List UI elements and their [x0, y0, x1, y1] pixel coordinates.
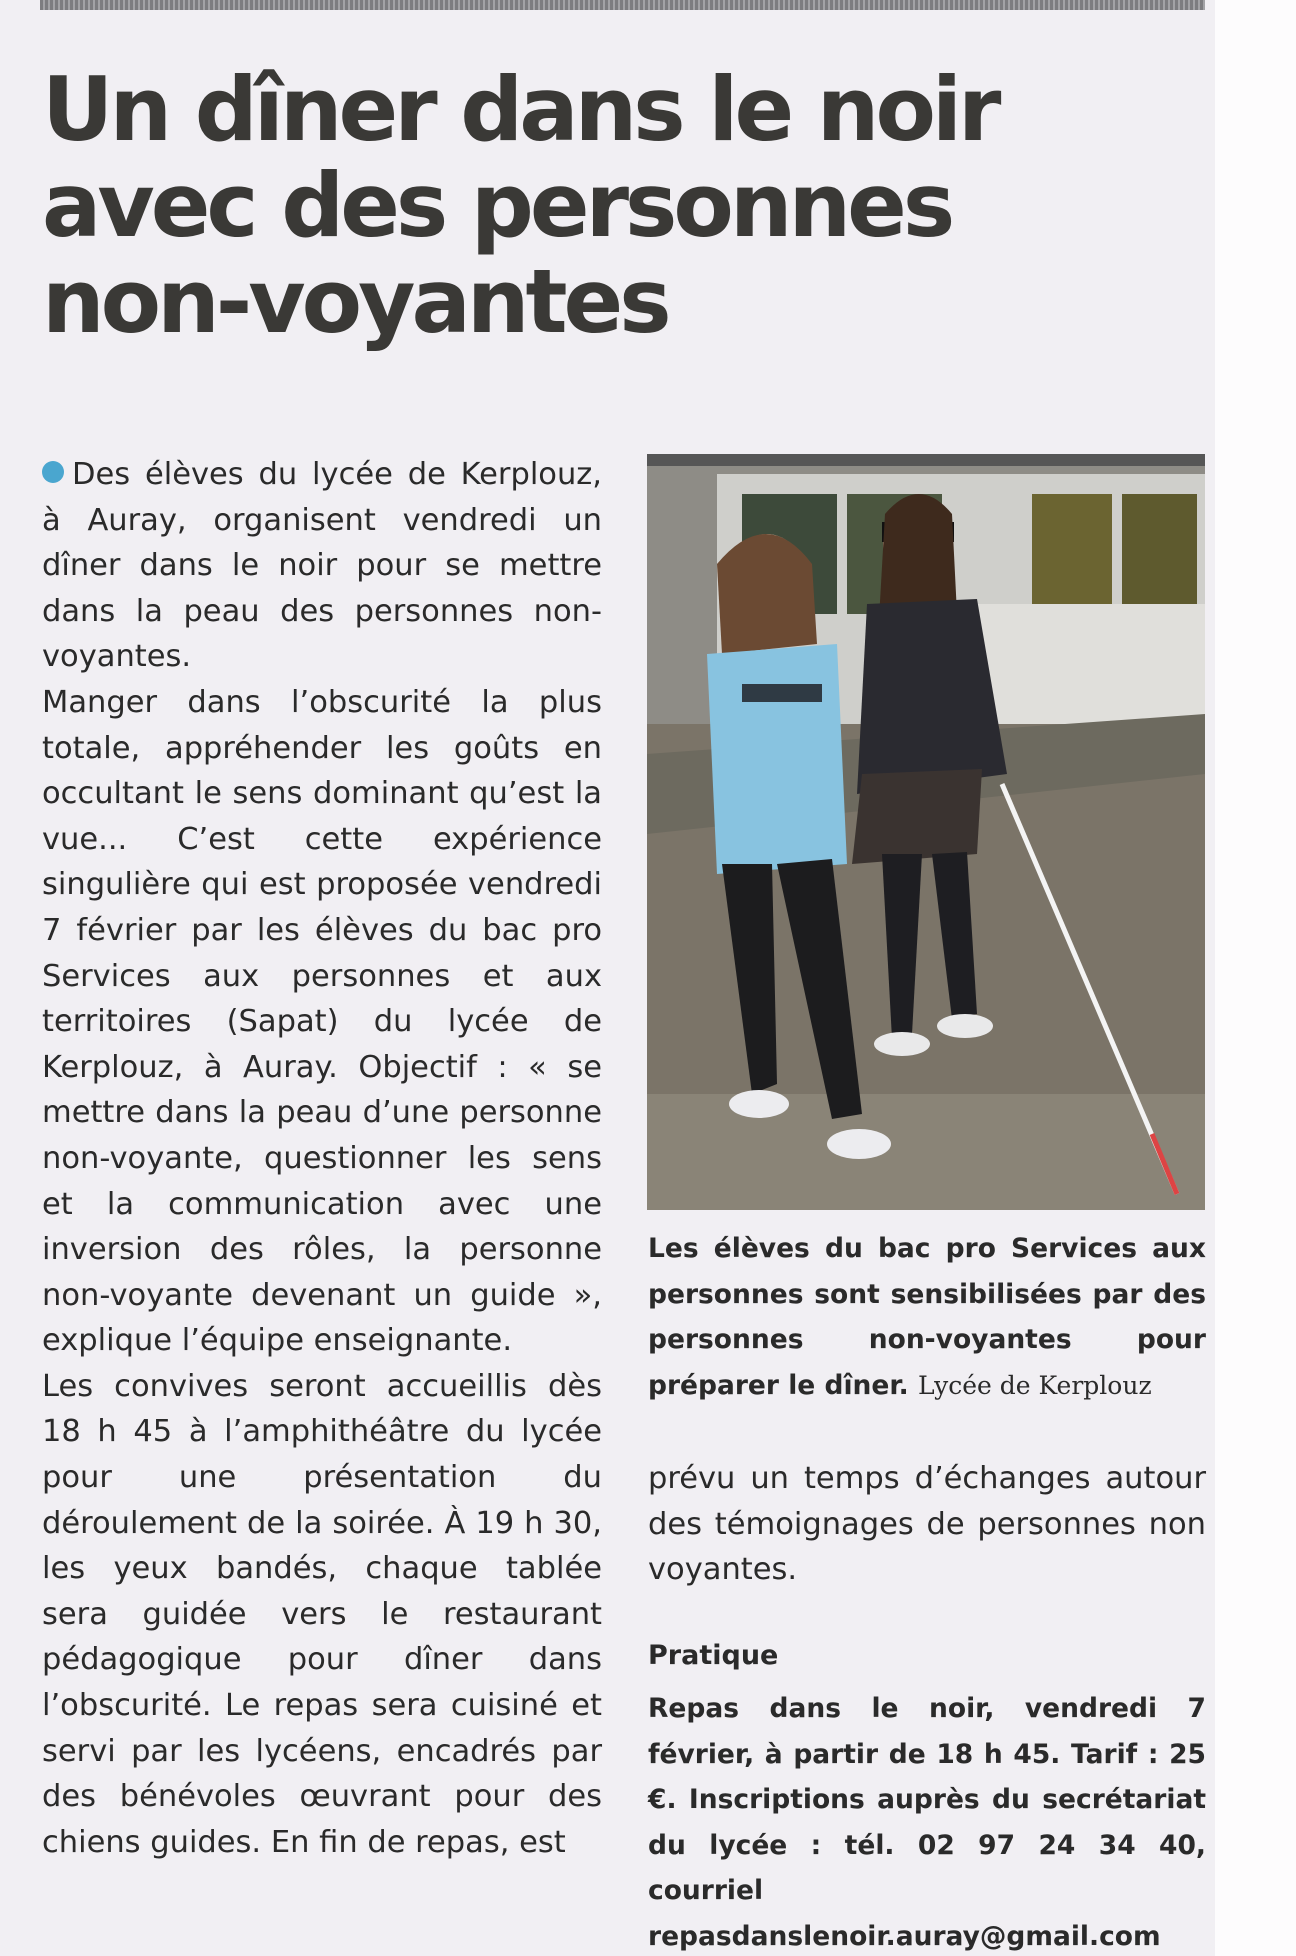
pratique-heading: Pratique [648, 1640, 779, 1671]
lead-text: Des élèves du lycée de Kerplouz, à Auray, organisent vendredi un dîner dans le noir pour se mettre dans la peau des personnes non-voyantes. [42, 457, 602, 675]
photo-credit: Lycée de Kerplouz [917, 1370, 1152, 1400]
article-body-column [42, 452, 602, 1865]
article-body-continuation [648, 1456, 1206, 1593]
top-rule [40, 0, 1205, 10]
article-photo [647, 454, 1205, 1210]
pratique-info: Repas dans le noir, vendredi 7 février, à partir de 18 h 45. Tarif : 25 €. Inscriptions auprès du secrétariat du lycée : tél. 02 97 24 34 40, courriel repasdanslenoir.auray@gmail.com [648, 1693, 1206, 1952]
caption-text: Les élèves du bac pro Services aux personnes sont sensibilisées par des personnes non-voyantes pour préparer le dîner. [648, 1233, 1206, 1401]
body-paragraph: Manger dans l’obscurité la plus totale, appréhender les goûts en occultant le sens dominant qu’est la vue... C’est cette expérience singulière qui est proposée vendredi 7 février par les élèves du bac pro Services aux personnes et aux territoires (Sapat) du lycée de Kerplouz, à Auray. Objectif : « se mettre dans la peau d’une personne non-voyante, questionner les sens et la communication avec une inversion des rôles, la personne non-voyante devenant un guide », explique l’équipe enseignante. [42, 684, 602, 1359]
photo-caption [648, 1226, 1206, 1408]
body-paragraph-end: prévu un temps d’échanges autour des témoignages de personnes non voyantes. [648, 1461, 1206, 1588]
body-paragraph: Les convives seront accueillis dès 18 h 45 à l’amphithéâtre du lycée pour une présentation du déroulement de la soirée. À 19 h 30, les yeux bandés, chaque tablée sera guidée vers le restaurant pédagogique pour dîner dans l’obscurité. Le repas sera cuisiné et servi par les lycéens, encadrés par des bénévoles œuvrant pour des chiens guides. En fin de repas, est [42, 1368, 602, 1860]
lead-paragraph [42, 452, 602, 680]
bullet-dot-icon [42, 461, 64, 483]
headline: Un dîner dans le noir avec des personnes non-voyantes [42, 58, 998, 353]
